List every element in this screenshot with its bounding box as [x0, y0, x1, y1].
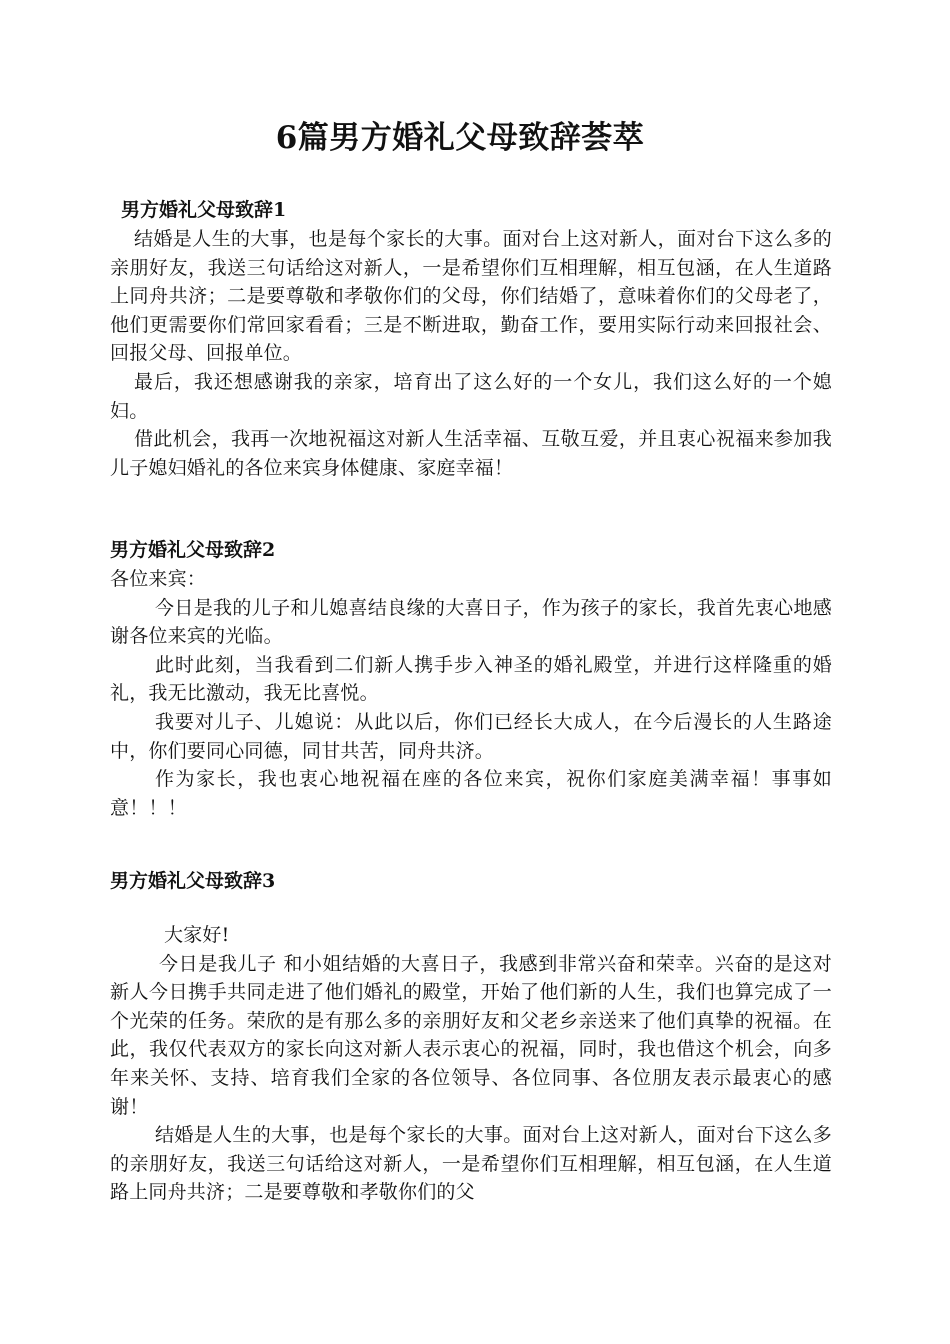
section-1-paragraph-2: 最后，我还想感谢我的亲家，培育出了这么好的一个女儿，我们这么好的一个媳妇。	[110, 370, 832, 422]
section-3-greeting: 大家好!	[164, 924, 230, 946]
section-3	[110, 866, 832, 1207]
section-2-paragraph-1: 今日是我的儿子和儿媳喜结良缘的大喜日子，作为孩子的家长，我首先衷心地感谢各位来宾的光临。	[110, 596, 832, 648]
section-1-heading: 男方婚礼父母致辞1	[121, 199, 287, 221]
section-1-paragraph-1: 结婚是人生的大事，也是每个家长的大事。面对台上这对新人，面对台下这么多的亲朋好友，我送三句话给这对新人，一是希望你们互相理解，相互包涵，在人生道路上同舟共济；二是要尊敬和孝敬你们的父母，你们结婚了，意味着你们的父母老了，他们更需要你们常回家看看；三是不断进取，勤奋工作，要用实际行动来回报社会、回报父母、回报单位。	[110, 228, 832, 365]
section-1	[110, 195, 832, 482]
section-3-heading: 男方婚礼父母致辞3	[110, 870, 276, 892]
section-2-greeting: 各位来宾：	[110, 568, 207, 590]
section-2-heading: 男方婚礼父母致辞2	[110, 539, 276, 561]
section-3-paragraph-1: 今日是我儿子 和小姐结婚的大喜日子，我感到非常兴奋和荣幸。兴奋的是这对新人今日携手共同走进了他们婚礼的殿堂，开始了他们新的人生，我们也算完成了一个光荣的任务。荣欣的是有那么多的亲朋好友和父老乡亲送来了他们真挚的祝福。在此，我仅代表双方的家长向这对新人表示衷心的祝福，同时，我也借这个机会，向多年来关怀、支持、培育我们全家的各位领导、各位同事、各位朋友表示最衷心的感谢！	[110, 952, 832, 1118]
section-2-paragraph-4: 作为家长，我也衷心地祝福在座的各位来宾，祝你们家庭美满幸福！事事如意！！！	[110, 768, 832, 819]
section-2	[110, 535, 832, 822]
section-3-paragraph-2: 结婚是人生的大事，也是每个家长的大事。面对台上这对新人，面对台下这么多的亲朋好友，我送三句话给这对新人，一是希望你们互相理解，相互包涵，在人生道路上同舟共济；二是要尊敬和孝敬你们的父	[110, 1124, 832, 1204]
section-2-paragraph-3: 我要对儿子、儿媳说：从此以后，你们已经长大成人，在今后漫长的人生路途中，你们要同心同德，同甘共苦，同舟共济。	[110, 710, 832, 762]
document-title: 6篇男方婚礼父母致辞荟萃	[275, 120, 645, 156]
section-2-paragraph-2: 此时此刻，当我看到二们新人携手步入神圣的婚礼殿堂，并进行这样隆重的婚礼，我无比激动，我无比喜悦。	[110, 653, 832, 705]
section-1-paragraph-3: 借此机会，我再一次地祝福这对新人生活幸福、互敬互爱，并且衷心祝福来参加我儿子媳妇婚礼的各位来宾身体健康、家庭幸福！	[110, 428, 832, 479]
section-3-spacer	[110, 896, 832, 921]
